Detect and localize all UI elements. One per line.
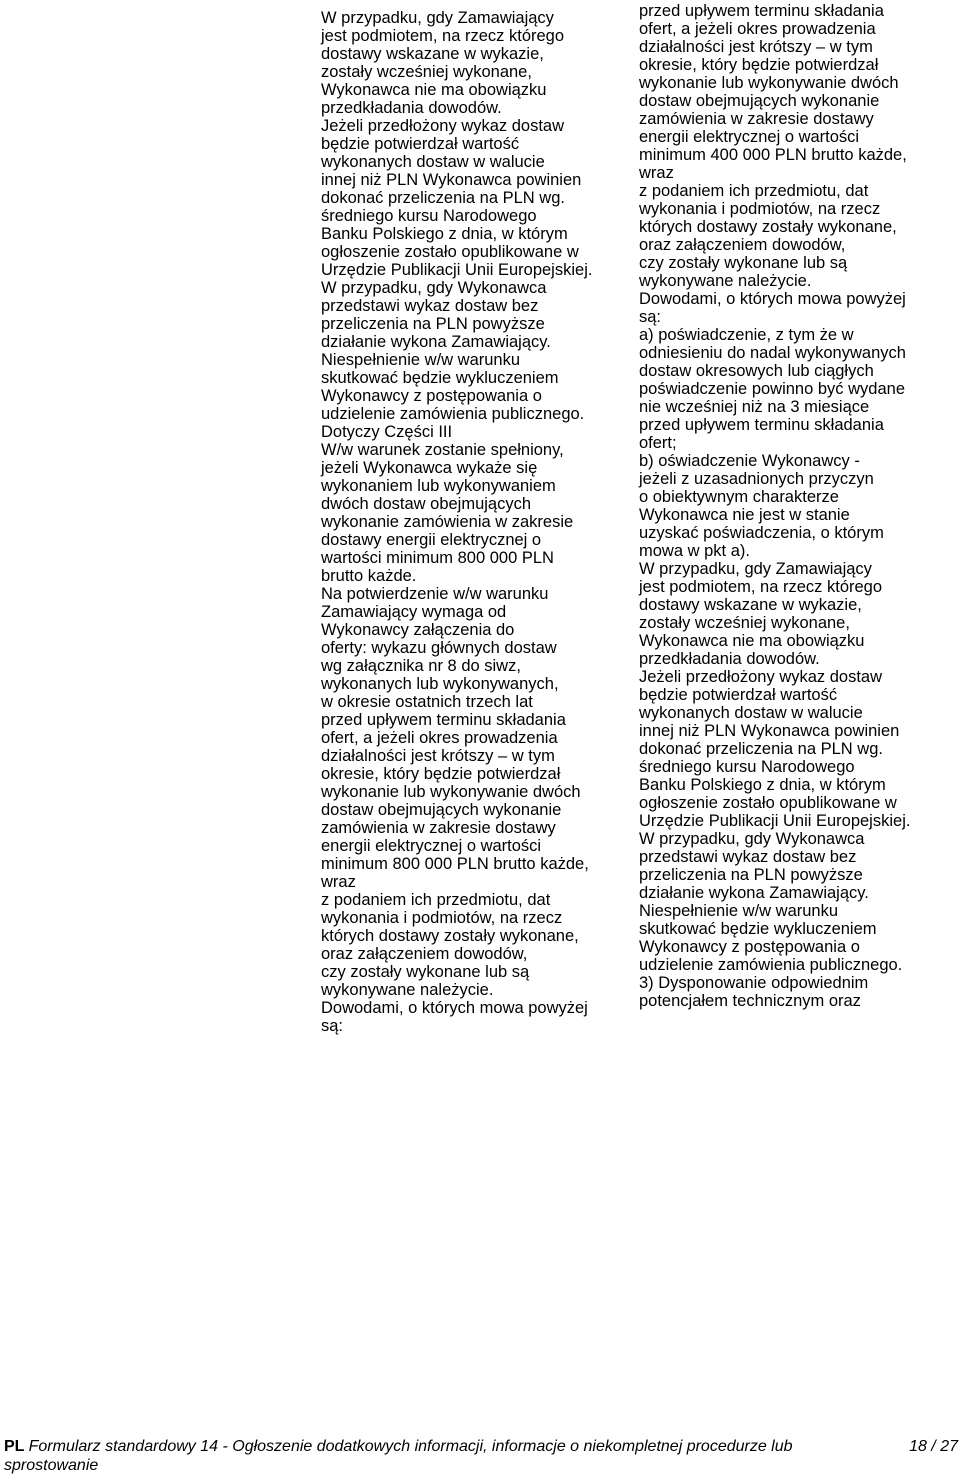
text-line: zamówienia w zakresie dostawy xyxy=(321,819,556,837)
text-line: przed upływem terminu składania xyxy=(321,711,566,729)
text-line: przedkładania dowodów. xyxy=(321,99,502,117)
text-line: jeżeli Wykonawca wykaże się xyxy=(321,459,538,477)
text-line: W/w warunek zostanie spełniony, xyxy=(321,441,564,459)
text-line: oraz załączeniem dowodów, xyxy=(639,236,846,254)
text-line: przedkładania dowodów. xyxy=(639,650,820,668)
text-line: zostały wcześniej wykonane, xyxy=(639,614,850,632)
text-line: działalności jest krótszy – w tym xyxy=(639,38,873,56)
text-line: działanie wykona Zamawiający. xyxy=(639,884,869,902)
text-line: ogłoszenie zostało opublikowane w xyxy=(321,243,579,261)
text-line: będzie potwierdzał wartość xyxy=(321,135,520,153)
text-line: dostawy energii elektrycznej o xyxy=(321,531,542,549)
text-line: czy zostały wykonane lub są xyxy=(639,254,848,272)
text-line: Wykonawcy załączenia do xyxy=(321,621,515,639)
text-line: W przypadku, gdy Zamawiający xyxy=(321,9,554,27)
text-line: b) oświadczenie Wykonawcy - xyxy=(639,452,860,470)
text-line: Dowodami, o których mowa powyżej xyxy=(639,290,906,308)
text-line: wg załącznika nr 8 do siwz, xyxy=(321,657,521,675)
text-line: w okresie ostatnich trzech lat xyxy=(321,693,533,711)
text-line: udzielenie zamówienia publicznego. xyxy=(321,405,585,423)
text-line: których dostawy zostały wykonane, xyxy=(321,927,579,945)
text-line: Dotyczy Części III xyxy=(321,423,453,441)
text-line: średniego kursu Narodowego xyxy=(639,758,855,776)
right-column xyxy=(639,2,910,1010)
text-line: są: xyxy=(321,1017,344,1035)
footer-page-number: 18 / 27 xyxy=(909,1438,958,1455)
text-line: dostawy wskazane w wykazie, xyxy=(321,45,544,63)
footer-form-title: Formularz standardowy 14 - Ogłoszenie dodatkowych informacji, informacje o niekompletnej procedurze lub xyxy=(28,1438,793,1455)
text-line: z podaniem ich przedmiotu, dat xyxy=(321,891,551,909)
text-line: o obiektywnym charakterze xyxy=(639,488,839,506)
text-line: z podaniem ich przedmiotu, dat xyxy=(639,182,869,200)
text-line: uzyskać poświadczenia, o którym xyxy=(639,524,884,542)
text-line: Wykonawcy z postępowania o xyxy=(321,387,542,405)
text-line: W przypadku, gdy Wykonawca xyxy=(639,830,865,848)
text-line: potencjałem technicznym oraz xyxy=(639,992,861,1010)
text-line: Jeżeli przedłożony wykaz dostaw xyxy=(321,117,565,135)
text-line: dokonać przeliczenia na PLN wg. xyxy=(321,189,565,207)
text-line: Wykonawca nie ma obowiązku xyxy=(639,632,865,650)
text-line: oferty: wykazu głównych dostaw xyxy=(321,639,557,657)
text-line: Zamawiający wymaga od xyxy=(321,603,507,621)
text-line: Urzędzie Publikacji Unii Europejskiej. xyxy=(639,812,911,830)
text-line: skutkować będzie wykluczeniem xyxy=(639,920,877,938)
text-line: czy zostały wykonane lub są xyxy=(321,963,530,981)
text-line: wykonanych dostaw w walucie xyxy=(639,704,863,722)
text-line: działanie wykona Zamawiający. xyxy=(321,333,551,351)
text-line: wykonanych lub wykonywanych, xyxy=(321,675,559,693)
text-line: innej niż PLN Wykonawca powinien xyxy=(321,171,582,189)
text-line: przed upływem terminu składania xyxy=(639,2,884,20)
text-line: Niespełnienie w/w warunku xyxy=(321,351,521,369)
text-line: wykonanie zamówienia w zakresie xyxy=(321,513,574,531)
text-line: wraz xyxy=(639,164,674,182)
text-line: przedstawi wykaz dostaw bez xyxy=(321,297,539,315)
text-line: Dowodami, o których mowa powyżej xyxy=(321,999,588,1017)
text-line: ogłoszenie zostało opublikowane w xyxy=(639,794,897,812)
text-line: jest podmiotem, na rzecz którego xyxy=(321,27,565,45)
text-line: innej niż PLN Wykonawca powinien xyxy=(639,722,900,740)
text-line: ofert; xyxy=(639,434,677,452)
text-line: przeliczenia na PLN powyższe xyxy=(639,866,863,884)
text-line: jest podmiotem, na rzecz którego xyxy=(639,578,883,596)
text-line: dostaw obejmujących wykonanie xyxy=(639,92,880,110)
text-line: dostaw okresowych lub ciągłych xyxy=(639,362,874,380)
text-line: a) poświadczenie, z tym że w xyxy=(639,326,854,344)
text-line: okresie, który będzie potwierdzał xyxy=(639,56,879,74)
text-line: udzielenie zamówienia publicznego. xyxy=(639,956,903,974)
text-line: energii elektrycznej o wartości xyxy=(639,128,860,146)
text-line: wykonania i podmiotów, na rzecz xyxy=(321,909,563,927)
text-line: średniego kursu Narodowego xyxy=(321,207,537,225)
text-line: dwóch dostaw obejmujących xyxy=(321,495,532,513)
text-line: jeżeli z uzasadnionych przyczyn xyxy=(639,470,874,488)
text-line: wykonaniem lub wykonywaniem xyxy=(321,477,556,495)
text-line: dokonać przeliczenia na PLN wg. xyxy=(639,740,883,758)
text-line: okresie, który będzie potwierdzał xyxy=(321,765,561,783)
text-line: przeliczenia na PLN powyższe xyxy=(321,315,545,333)
text-line: będzie potwierdzał wartość xyxy=(639,686,838,704)
text-line: odniesieniu do nadal wykonywanych xyxy=(639,344,906,362)
footer-form-title-continued: sprostowanie xyxy=(4,1457,99,1474)
text-line: Niespełnienie w/w warunku xyxy=(639,902,839,920)
text-line: skutkować będzie wykluczeniem xyxy=(321,369,559,387)
text-line: dostawy wskazane w wykazie, xyxy=(639,596,862,614)
left-column xyxy=(321,9,592,1035)
text-line: poświadczenie powinno być wydane xyxy=(639,380,905,398)
text-line: Wykonawca nie ma obowiązku xyxy=(321,81,547,99)
text-line: ofert, a jeżeli okres prowadzenia xyxy=(639,20,876,38)
text-line: energii elektrycznej o wartości xyxy=(321,837,542,855)
text-line: W przypadku, gdy Zamawiający xyxy=(639,560,872,578)
text-line: minimum 400 000 PLN brutto każde, xyxy=(639,146,907,164)
text-line: brutto każde. xyxy=(321,567,417,585)
text-line: wykonanych dostaw w walucie xyxy=(321,153,545,171)
text-line: wykonywane należycie. xyxy=(639,272,812,290)
text-line: zostały wcześniej wykonane, xyxy=(321,63,532,81)
text-line: działalności jest krótszy – w tym xyxy=(321,747,555,765)
text-line: ofert, a jeżeli okres prowadzenia xyxy=(321,729,558,747)
text-line: są: xyxy=(639,308,662,326)
text-line: zamówienia w zakresie dostawy xyxy=(639,110,874,128)
text-line: Wykonawcy z postępowania o xyxy=(639,938,860,956)
text-line: przedstawi wykaz dostaw bez xyxy=(639,848,857,866)
page-footer xyxy=(4,1437,958,1475)
text-line: W przypadku, gdy Wykonawca xyxy=(321,279,547,297)
text-line: oraz załączeniem dowodów, xyxy=(321,945,528,963)
text-line: których dostawy zostały wykonane, xyxy=(639,218,897,236)
text-line: przed upływem terminu składania xyxy=(639,416,884,434)
text-line: wartości minimum 800 000 PLN xyxy=(321,549,554,567)
text-line: nie wcześniej niż na 3 miesiące xyxy=(639,398,870,416)
text-line: Na potwierdzenie w/w warunku xyxy=(321,585,549,603)
text-line: wykonanie lub wykonywanie dwóch xyxy=(321,783,581,801)
footer-language-code: PL xyxy=(4,1438,29,1455)
text-line: minimum 800 000 PLN brutto każde, xyxy=(321,855,589,873)
text-line: Urzędzie Publikacji Unii Europejskiej. xyxy=(321,261,593,279)
text-line: Banku Polskiego z dnia, w którym xyxy=(321,225,568,243)
text-line: wykonywane należycie. xyxy=(321,981,494,999)
text-line: 3) Dysponowanie odpowiednim xyxy=(639,974,869,992)
text-line: mowa w pkt a). xyxy=(639,542,750,560)
text-line: Banku Polskiego z dnia, w którym xyxy=(639,776,886,794)
text-line: wykonania i podmiotów, na rzecz xyxy=(639,200,881,218)
text-line: dostaw obejmujących wykonanie xyxy=(321,801,562,819)
text-line: wraz xyxy=(321,873,356,891)
text-line: wykonanie lub wykonywanie dwóch xyxy=(639,74,899,92)
text-line: Wykonawca nie jest w stanie xyxy=(639,506,850,524)
text-line: Jeżeli przedłożony wykaz dostaw xyxy=(639,668,883,686)
